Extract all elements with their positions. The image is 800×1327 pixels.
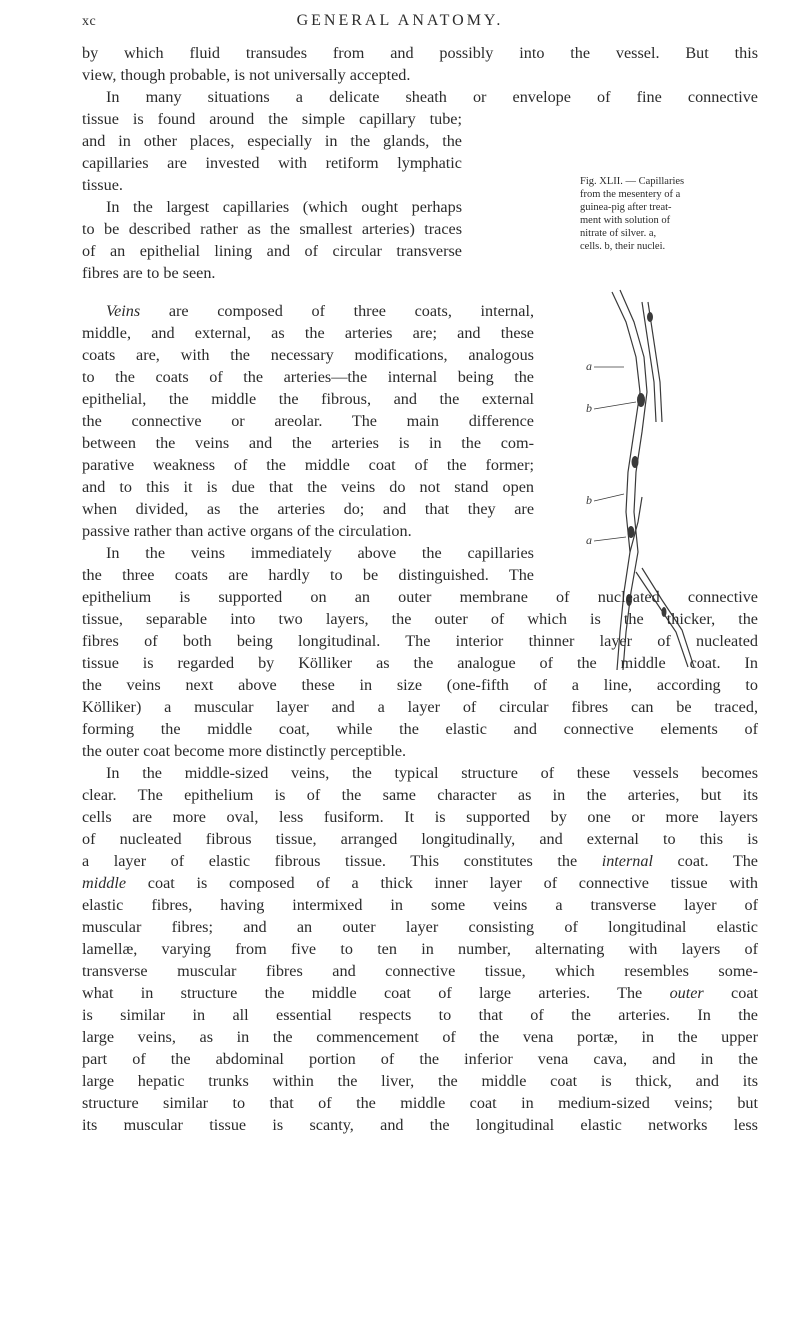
figure-label-a: a — [586, 359, 592, 373]
figure-label-b: b — [586, 493, 592, 507]
body-line: is similar in all essential respects to that of the arteries. In the — [82, 1006, 758, 1024]
body-line: the outer coat become more distinctly perceptible. — [82, 742, 407, 760]
body-line: epithelial, the middle the fibrous, and the external — [82, 390, 534, 408]
body-line — [82, 850, 758, 872]
body-line: when divided, as the arteries do; and that they are — [82, 500, 534, 518]
body-line: of nucleated fibrous tissue, arranged longitudinally, and external to this is — [82, 830, 758, 848]
body-line: and in other places, especially in the glands, the — [82, 132, 462, 150]
italic-term-veins: Veins — [106, 302, 141, 320]
body-line: fibres of both being longitudinal. The interior thinner layer of nucleated — [82, 632, 758, 650]
body-line: large veins, as in the commencement of the vena portæ, in the upper — [82, 1028, 758, 1046]
italic-term-internal: internal — [601, 852, 653, 870]
body-line: muscular fibres; and an outer layer consisting of longitudinal elastic — [82, 918, 758, 936]
body-line: large hepatic trunks within the liver, the middle coat is thick, and its — [82, 1072, 758, 1090]
body-line: lamellæ, varying from five to ten in number, alternating with layers of — [82, 940, 758, 958]
body-line: coats are, with the necessary modifications, analogous — [82, 346, 534, 364]
body-line: by which fluid transudes from and possibly into the vessel. But this — [82, 44, 758, 62]
body-line-text: a layer of elastic fibrous tissue. This constitutes the — [82, 852, 578, 870]
running-header — [0, 8, 800, 34]
body-line: In the middle-sized veins, the typical structure of these vessels becomes — [106, 764, 758, 782]
body-line: tissue, separable into two layers, the outer of which is the thicker, the — [82, 610, 758, 628]
figure-label-a: a — [586, 533, 592, 547]
italic-term-outer: outer — [669, 984, 704, 1002]
caption-line: cells. b, their nuclei. — [580, 241, 666, 252]
body-line-text: coat — [731, 984, 759, 1002]
body-line: In the largest capillaries (which ought perhaps — [106, 198, 462, 216]
body-line: view, though probable, is not universally accepted. — [82, 66, 411, 84]
body-line — [82, 300, 534, 322]
body-line: the three coats are hardly to be distinguished. The — [82, 566, 534, 584]
page-number: xc — [82, 14, 97, 29]
body-line: transverse muscular fibres and connective tissue, which resembles some- — [82, 962, 758, 980]
body-line: In many situations a delicate sheath or envelope of fine connective — [106, 88, 758, 106]
body-line: capillaries are invested with retiform lymphatic — [82, 154, 462, 172]
body-line: to the coats of the arteries—the internal being the — [82, 368, 534, 386]
body-line: to be described rather as the smallest arteries) traces — [82, 220, 462, 238]
body-line-text: what in structure the middle coat of large arteries. The — [82, 984, 643, 1002]
body-line: epithelium is supported on an outer membrane of nucleated connective — [82, 588, 758, 606]
body-line: its muscular tissue is scanty, and the longitudinal elastic networks less — [82, 1116, 758, 1134]
body-line: of an epithelial lining and of circular transverse — [82, 242, 462, 260]
body-line: cells are more oval, less fusiform. It is supported by one or more layers — [82, 808, 758, 826]
running-title: GENERAL ANATOMY. — [296, 12, 504, 29]
caption-line: from the mesentery of a — [580, 189, 681, 200]
body-line — [82, 872, 758, 894]
body-line: the veins next above these in size (one-fifth of a line, according to — [82, 676, 758, 694]
body-line: passive rather than active organs of the circulation. — [82, 522, 412, 540]
body-line — [82, 982, 758, 1004]
italic-term-middle: middle — [82, 874, 127, 892]
body-line: clear. The epithelium is of the same character as in the arteries, but its — [82, 786, 758, 804]
body-line-text: coat. The — [677, 852, 758, 870]
figure-label-b: b — [586, 401, 592, 415]
body-line: fibres are to be seen. — [82, 264, 216, 282]
body-line: part of the abdominal portion of the inferior vena cava, and in the — [82, 1050, 758, 1068]
body-line: parative weakness of the middle coat of the former; — [82, 456, 534, 474]
caption-line: Fig. XLII. — Capillaries — [580, 176, 685, 187]
body-line: the connective or areolar. The main difference — [82, 412, 534, 430]
caption-line: ment with solution of — [580, 215, 671, 226]
body-line: tissue. — [82, 176, 123, 194]
body-line: forming the middle coat, while the elastic and connective elements of — [82, 720, 758, 738]
body-line-text: are composed of three coats, internal, — [168, 302, 535, 320]
caption-line: nitrate of silver. a, — [580, 228, 657, 239]
body-line: structure similar to that of the middle coat in medium-sized veins; but — [82, 1094, 758, 1112]
body-line: Kölliker) a muscular layer and a layer of circular fibres can be traced, — [82, 698, 758, 716]
body-line: and to this it is due that the veins do not stand open — [82, 478, 534, 496]
body-line: In the veins immediately above the capillaries — [106, 544, 534, 562]
body-line: middle, and external, as the arteries are; and these — [82, 324, 534, 342]
caption-line: guinea-pig after treat- — [580, 202, 672, 213]
body-line-text: coat is composed of a thick inner layer of connective tissue with — [147, 874, 759, 892]
body-line: tissue is found around the simple capillary tube; — [82, 110, 462, 128]
body-line: tissue is regarded by Kölliker as the analogue of the middle coat. In — [82, 654, 758, 672]
body-line: elastic fibres, having intermixed in some veins a transverse layer of — [82, 896, 758, 914]
body-line: between the veins and the arteries is in the com- — [82, 434, 534, 452]
